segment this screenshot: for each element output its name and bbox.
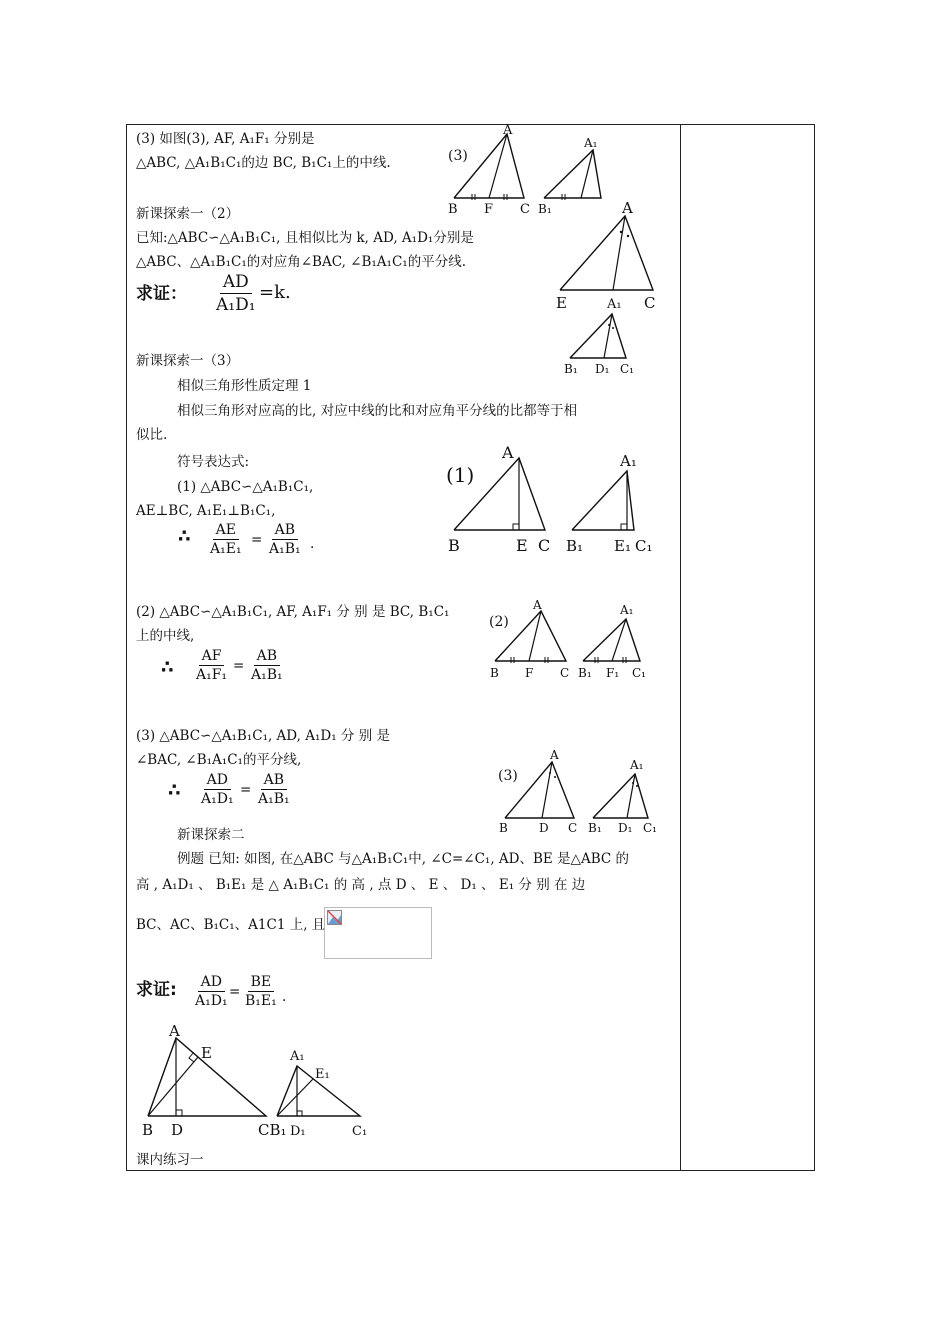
svg-text:F: F (525, 666, 534, 680)
bisector-figure-small (495, 745, 670, 840)
svg-text:B₁: B₁ (566, 537, 584, 555)
example-line2: 高 , A₁D₁ 、 B₁E₁ 是 △ A₁B₁C₁ 的 高 , 点 D 、 E 、 D₁ 、 E₁ 分 别 在 边 (136, 877, 586, 893)
svg-text:F₁: F₁ (606, 666, 620, 680)
svg-text:(3): (3) (498, 768, 518, 784)
explore1-2-heading: 新课探索一（2） (136, 206, 240, 222)
equals-sign: = (229, 984, 241, 1000)
practice-heading: 课内练习一 (136, 1152, 204, 1168)
svg-text:A₁: A₁ (620, 452, 637, 470)
svg-text:B: B (448, 202, 458, 217)
therefore-symbol: ∴ (168, 780, 181, 801)
svg-text:B₁: B₁ (578, 666, 592, 680)
equals-sign: = (251, 532, 263, 548)
case3-line1: (3) △ABC∽△A₁B₁C₁, AD, A₁D₁ 分 别 是 (136, 728, 391, 744)
case1-line1: (1) △ABC∽△A₁B₁C₁, (177, 479, 314, 495)
example-line3: BC、AC、B₁C₁、A1C1 上, 且 (136, 917, 326, 933)
svg-text:E₁: E₁ (614, 537, 631, 555)
case1-fraction-left: $\frac{AE}{\text{A₁E₁}}$ (210, 522, 242, 557)
svg-text:B: B (142, 1121, 154, 1139)
case2-line1: (2) △ABC∽△A₁B₁C₁, AF, A₁F₁ 分 别 是 BC, B₁C₁ (136, 604, 450, 620)
theorem-text-line1: 相似三角形对应高的比, 对应中线的比和对应角平分线的比都等于相 (177, 403, 578, 419)
svg-text:A: A (169, 1022, 180, 1040)
broken-image-placeholder (324, 907, 432, 959)
svg-text:D: D (171, 1121, 184, 1139)
case2-fraction-right: $\frac{AB}{\text{A₁B₁}}$ (251, 648, 283, 683)
svg-text:C₁: C₁ (635, 537, 653, 555)
prove-label: 求证： (136, 284, 187, 304)
svg-text:B₁: B₁ (538, 202, 552, 216)
svg-text:A: A (503, 123, 513, 138)
theorem-title: 相似三角形性质定理 1 (177, 378, 312, 394)
svg-text:A: A (502, 443, 514, 462)
column-divider (680, 124, 681, 1171)
svg-text:C: C (644, 294, 656, 312)
svg-text:(1): (1) (446, 463, 475, 487)
svg-text:B: B (499, 821, 508, 835)
svg-text:CB₁: CB₁ (258, 1121, 287, 1139)
explore1-2-given-line2: △ABC、△A₁B₁C₁的对应角∠BAC, ∠B₁A₁C₁的平分线. (136, 254, 466, 270)
svg-text:C₁: C₁ (352, 1124, 368, 1139)
svg-text:A₁: A₁ (290, 1049, 305, 1064)
svg-text:C₁: C₁ (620, 362, 634, 376)
svg-text:C₁: C₁ (643, 821, 657, 835)
svg-text:D₁: D₁ (618, 821, 633, 835)
prove-label-2: 求证: (136, 980, 177, 1000)
svg-text:A₁: A₁ (630, 758, 644, 772)
svg-text:C: C (568, 821, 578, 835)
svg-text:B₁: B₁ (564, 362, 578, 376)
svg-text:A₁: A₁ (584, 136, 598, 150)
svg-text:D₁: D₁ (290, 1124, 306, 1139)
therefore-symbol: ∴ (178, 526, 191, 547)
symbolic-label: 符号表达式: (177, 454, 250, 470)
svg-text:B₁: B₁ (588, 821, 602, 835)
svg-text:E: E (201, 1044, 212, 1062)
case1-fraction-right: $\frac{AB}{\text{A₁B₁}}$ (269, 522, 301, 557)
svg-text:A: A (533, 598, 542, 612)
case2-fraction-left: $\frac{AF}{\text{A₁F₁}}$ (196, 648, 228, 683)
case2-line2: 上的中线, (136, 628, 195, 644)
svg-text:E₁: E₁ (315, 1067, 330, 1082)
svg-text:A: A (622, 199, 633, 217)
case3-fraction-left: $\frac{AD}{\text{A₁D₁}}$ (201, 772, 234, 807)
svg-text:(3): (3) (448, 148, 468, 164)
svg-text:A₁: A₁ (607, 297, 622, 312)
theorem-text-line2: 似比. (136, 427, 168, 443)
case3-line2: ∠BAC, ∠B₁A₁C₁的平分线, (136, 752, 302, 768)
svg-text:D₁: D₁ (595, 362, 610, 376)
explore1-2-given-line1: 已知:△ABC∽△A₁B₁C₁, 且相似比为 k, AD, A₁D₁分别是 (136, 230, 474, 246)
example-line1: 例题 已知: 如图, 在△ABC 与△A₁B₁C₁中, ∠C=∠C₁, AD、BE 是△ABC 的 (177, 851, 629, 867)
svg-text:E: E (556, 294, 567, 312)
bisector-figure (550, 198, 670, 378)
svg-text:F: F (484, 202, 494, 217)
svg-text:E: E (516, 536, 528, 555)
equals-sign: = (240, 782, 252, 798)
svg-text:C: C (560, 666, 570, 680)
explore2-heading: 新课探索二 (177, 827, 245, 843)
prove-rhs: =k. (259, 282, 291, 303)
svg-text:A: A (550, 748, 559, 762)
median-intro-line1: (3) 如图(3), AF, A₁F₁ 分别是 (136, 131, 315, 147)
explore1-3-heading: 新课探索一（3） (136, 353, 240, 369)
equals-sign: = (233, 658, 245, 674)
case3-fraction-right: $\frac{AB}{\text{A₁B₁}}$ (258, 772, 290, 807)
svg-text:C₁: C₁ (632, 666, 646, 680)
svg-text:(2): (2) (489, 614, 509, 630)
prove-fraction: $\frac{AD}{\text{A₁D₁}}$ (216, 272, 256, 315)
therefore-symbol: ∴ (161, 657, 174, 678)
svg-text:D: D (539, 821, 549, 835)
broken-image-icon (327, 910, 343, 926)
example-fraction-right: $\frac{BE}{\text{B₁E₁}}$ (245, 974, 277, 1009)
svg-text:B: B (448, 536, 460, 555)
example-fraction-left: $\frac{AD}{\text{A₁D₁}}$ (195, 974, 228, 1009)
svg-text:C: C (538, 536, 551, 555)
svg-text:B: B (490, 666, 499, 680)
example-figure (138, 1018, 378, 1143)
altitude-figure (440, 440, 670, 560)
median-figure (485, 595, 660, 685)
svg-text:C: C (520, 202, 530, 217)
case1-line2: AE⊥BC, A₁E₁⊥B₁C₁, (136, 503, 276, 519)
svg-text:A₁: A₁ (620, 603, 634, 617)
median-intro-line2: △ABC, △A₁B₁C₁的边 BC, B₁C₁上的中线. (136, 155, 391, 171)
